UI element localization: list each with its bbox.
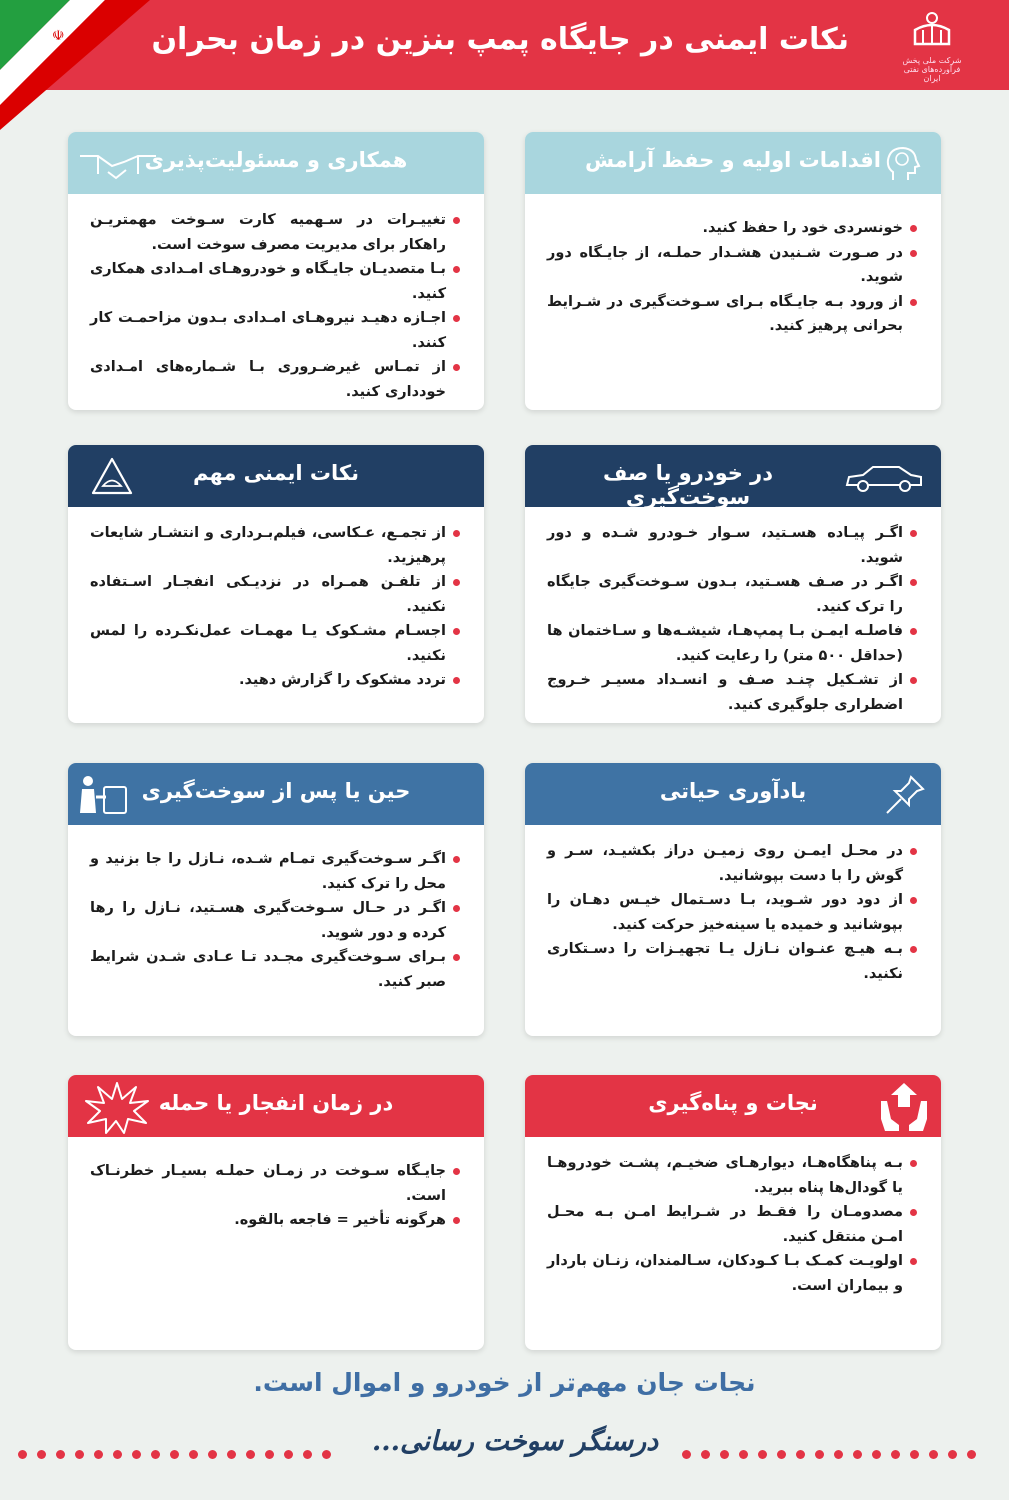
list-item: بـه پناهگاه‌هـا، دیوارهـای ضخیـم، پشـت خودروهـا یا گودال‌ها پناه ببرید.	[547, 1151, 919, 1200]
card-header	[68, 132, 484, 194]
explosion-icon	[82, 1079, 152, 1135]
list-item: در صـورت شـنیدن هشـدار حملـه، از جایـگاه دور شوید.	[547, 241, 919, 290]
list-item: اجسـام مشـکوک یـا مهمـات عمل‌نکـرده را لمس نکنید.	[90, 619, 462, 668]
card-title: در زمان انفجار یا حمله	[158, 1091, 394, 1115]
card-body	[68, 194, 484, 414]
list-item: اگـر سـوخت‌گیری تمـام شـده، نـازل را جا بزنید و محل را ترک کنید.	[90, 847, 462, 896]
card-refueling	[68, 763, 484, 1036]
list-item: تردد مشکوک را گزارش دهید.	[90, 668, 462, 693]
card-title: حین یا پس از سوخت‌گیری	[141, 779, 411, 803]
card-title: نجات و پناه‌گیری	[648, 1091, 818, 1115]
card-header	[68, 445, 484, 507]
list-item: جایـگاه سـوخت در زمـان حملـه بسیـار خطرنـاک است.	[90, 1159, 462, 1208]
list-item: بـا متصدیـان جایـگاه و خودروهـای امـدادی همکاری کنید.	[90, 257, 462, 306]
card-cooperation	[68, 132, 484, 410]
list-item: بـرای سـوخت‌گیری مجـدد تـا عـادی شـدن شرایط صبر کنید.	[90, 945, 462, 994]
page-title: نکات ایمنی در جایگاه پمپ بنزین در زمان بحران	[151, 22, 849, 57]
svg-text:☫: ☫	[52, 28, 65, 44]
handshake-icon	[78, 142, 158, 186]
card-body	[525, 507, 941, 727]
card-body	[68, 825, 484, 1004]
card-title: نکات ایمنی مهم	[192, 461, 360, 485]
list-item: اگـر پیـاده هسـتید، سـوار خـودرو شـده و دور شوید.	[547, 521, 919, 570]
card-safety-tips	[68, 445, 484, 723]
car-icon	[843, 455, 925, 499]
card-body	[68, 1137, 484, 1243]
list-item: فاصلـه ایمـن بـا پمپ‌هـا، شیشـه‌ها و سـاختمان ها (حداقل ۵۰۰ متر) را رعایت کنید.	[547, 619, 919, 668]
card-title: یادآوری حیاتی	[659, 779, 807, 803]
signature-row	[0, 1426, 1009, 1476]
list-item: هرگونه تأخیر = فاجعه بالقوه.	[90, 1208, 462, 1233]
list-item: از تشـکیل چنـد صـف و انسـداد مسیـر خـروج اضطراری جلوگیری کنید.	[547, 668, 919, 717]
list-item: اجـازه دهیـد نیروهـای امـدادی بـدون مزاحمـت کار کنند.	[90, 306, 462, 355]
head-brain-icon	[881, 142, 925, 186]
card-title: اقدامات اولیه و حفظ آرامش	[585, 148, 881, 172]
card-title: همکاری و مسئولیت‌پذیری	[144, 148, 408, 172]
list-item: از ورود بـه جایـگاه بـرای سـوخت‌گیری در شـرایط بحرانی پرهیز کنید.	[547, 290, 919, 339]
pin-icon	[883, 773, 927, 817]
dot-divider-left	[18, 1444, 341, 1456]
card-initial-actions	[525, 132, 941, 410]
card-explosion	[68, 1075, 484, 1350]
header-banner	[0, 0, 1009, 90]
list-item: مصدومـان را فقـط در شـرایط امـن بـه محـل امـن منتقل کنید.	[547, 1200, 919, 1249]
shelter-hands-icon	[877, 1079, 931, 1133]
list-item: اگـر در حـال سـوخت‌گیری هسـتید، نـازل را رها کرده و دور شوید.	[90, 896, 462, 945]
list-item: در محـل ایمـن روی زمیـن دراز بکشیـد، سـر و گوش را با دست بپوشانید.	[547, 839, 919, 888]
card-header	[525, 763, 941, 825]
card-header	[525, 445, 941, 507]
card-header	[68, 1075, 484, 1137]
list-item: بـه هیـچ عنـوان نـازل یـا تجهیـزات را دسـتکاری نکنید.	[547, 937, 919, 986]
card-in-car	[525, 445, 941, 723]
warning-triangle-icon	[90, 455, 134, 499]
list-item: از تلفـن همـراه در نزدیـکی انفجـار اسـتفاده نکنید.	[90, 570, 462, 619]
list-item: از دود دور شـوید، بـا دسـتمال خیـس دهـان را بپوشانید و خمیده یا سینه‌خیز حرکت کنید.	[547, 888, 919, 937]
list-item: تغییـرات در سـهمیه کارت سـوخت مهمتریـن راهکار برای مدیریت مصرف سوخت است.	[90, 208, 462, 257]
logo-caption: شرکت ملی پخش فرآورده‌های نفتی ایران	[902, 56, 962, 83]
iran-flag-icon	[0, 0, 150, 130]
card-body	[525, 194, 941, 349]
list-item: اولویـت کمـک بـا کـودکان، سـالمندان، زنـان باردار و بیماران است.	[547, 1249, 919, 1298]
oil-company-logo-icon	[897, 10, 967, 83]
card-body	[68, 507, 484, 703]
card-header	[525, 132, 941, 194]
list-item: اگـر در صـف هسـتید، بـدون سـوخت‌گیری جایگاه را ترک کنید.	[547, 570, 919, 619]
card-header	[525, 1075, 941, 1137]
footer-slogan: نجات جان مهم‌تر از خودرو و اموال است.	[253, 1368, 756, 1397]
card-header	[68, 763, 484, 825]
dot-divider-right	[682, 1444, 986, 1456]
list-item: از تمـاس غیرضـروری بـا شـماره‌های امـدادی خودداری کنید.	[90, 355, 462, 404]
card-body	[525, 825, 941, 996]
signature-text: درسنگر سوخت رسانی...	[371, 1426, 659, 1457]
card-body	[525, 1137, 941, 1308]
list-item: از تجمـع، عـکاسی، فیلم‌بـرداری و انتشـار شایعات پرهیزید.	[90, 521, 462, 570]
fuel-attendant-icon	[76, 773, 130, 817]
card-title: در خودرو یا صف سوخت‌گیری	[602, 461, 774, 509]
card-reminder	[525, 763, 941, 1036]
list-item: خونسردی خود را حفظ کنید.	[547, 216, 919, 241]
card-rescue	[525, 1075, 941, 1350]
